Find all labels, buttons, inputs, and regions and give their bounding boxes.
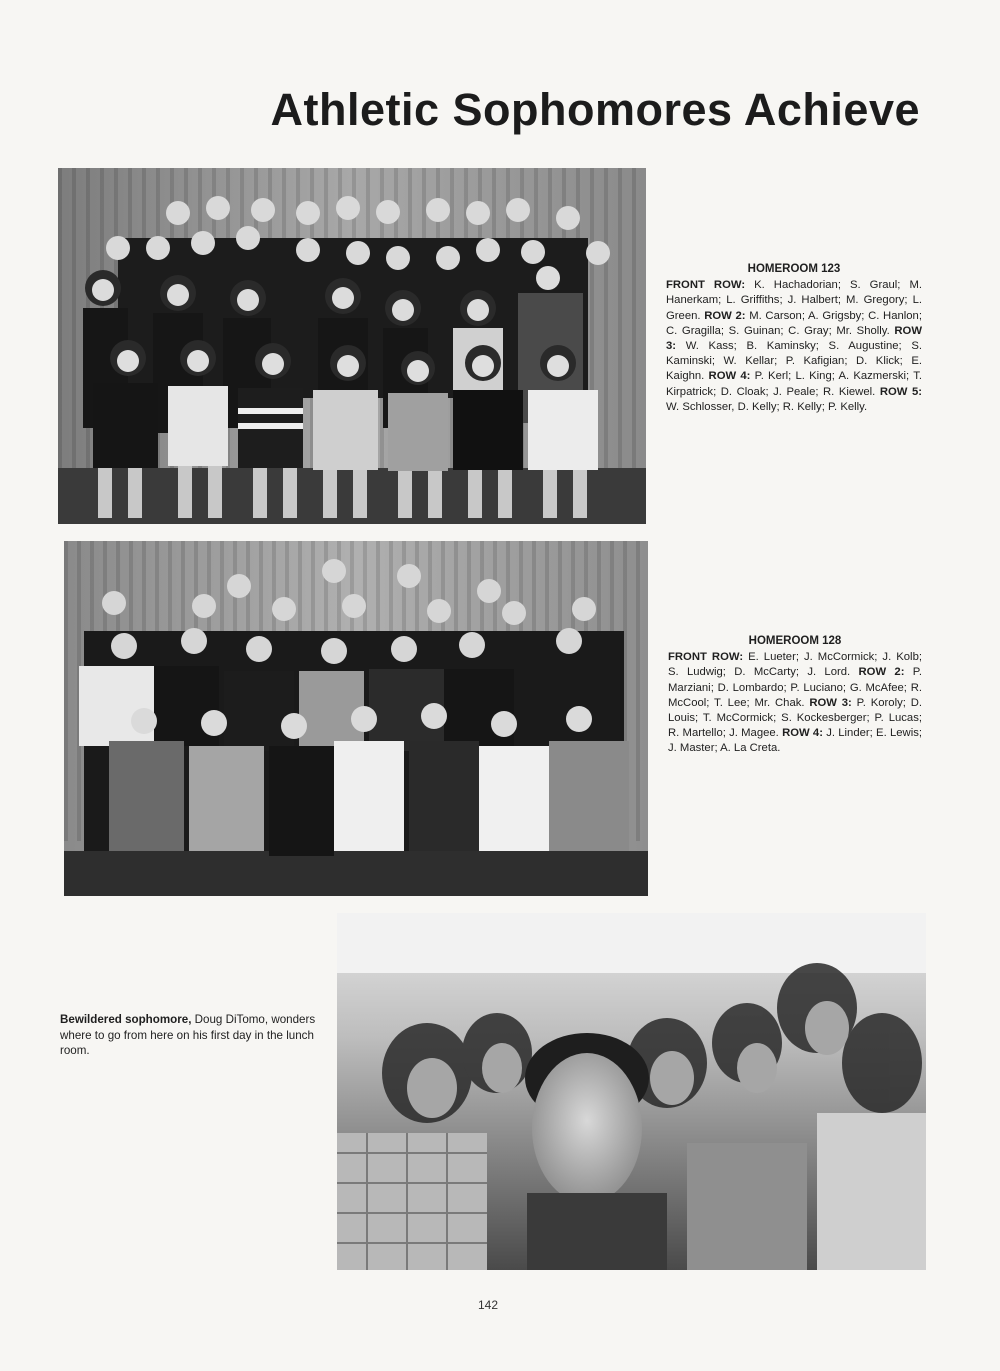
caption-text: Doug DiTomo, wonders where to go from here on his first day in the lunch room. [60,1013,316,1058]
row3-names: W. Kass; B. Kaminsky; S. Augustine; S. Kaminski; W. Kellar; P. Kafigian; D. Klick; E. Kaighn. [666,340,922,383]
row4-label: ROW 4: [782,727,823,740]
front-row-names: E. Lueter; J. McCormick; J. Kolb; S. Ludwig; D. McCarty; J. Lord. [668,651,922,679]
row4-names: P. Kerl; L. King; A. Kazmerski; T. Kirpatrick; D. Cloak; J. Peale; R. Kiewel. [666,370,922,398]
candid-photo-caption [60,1012,316,1059]
row3-label: ROW 3: [666,324,922,353]
row2-names: P. Marziani; D. Lombardo; P. Luciano; G. McAfee; R. McCool; T. Lee; Mr. Chak. [668,666,922,709]
homeroom-128-caption [668,634,922,757]
page-title: Athletic Sophomores Achieve [270,84,920,135]
row2-label: ROW 2: [858,666,905,679]
homeroom-128-heading: HOMEROOM 128 [748,635,842,647]
row2-label: ROW 2: [704,309,746,322]
row5-names: W. Schlosser, D. Kelly; R. Kelly; P. Kelly. [666,400,868,413]
homeroom-123-group-photo [58,168,646,524]
front-row-label: FRONT ROW: [666,279,746,292]
row5-label: ROW 5: [879,385,922,398]
row4-label: ROW 4: [708,370,751,383]
row3-names: P. Koroly; D. Louis; T. McCormick; S. Kockesberger; P. Lucas; R. Martello; J. Magee. [668,696,922,740]
homeroom-128-group-photo [64,541,648,896]
row2-names: M. Carson; A. Grigsby; C. Hanlon; C. Gragilla; S. Guinan; C. Gray; Mr. Sholly. [666,309,922,337]
homeroom-123-heading: HOMEROOM 123 [747,263,841,275]
caption-lead: Bewildered sophomore, [60,1013,192,1026]
front-row-names: K. Hachadorian; S. Graul; M. Hanerkam; L. Griffiths; J. Halbert; M. Gregory; L. Green. [666,279,922,322]
page-number: 142 [477,1298,499,1312]
row4-names: J. Linder; E. Lewis; J. Master; A. La Creta. [668,727,922,755]
homeroom-123-caption [666,262,922,415]
front-row-label: FRONT ROW: [668,651,744,664]
lunch-room-candid-photo [337,913,926,1270]
row3-label: ROW 3: [809,696,852,709]
